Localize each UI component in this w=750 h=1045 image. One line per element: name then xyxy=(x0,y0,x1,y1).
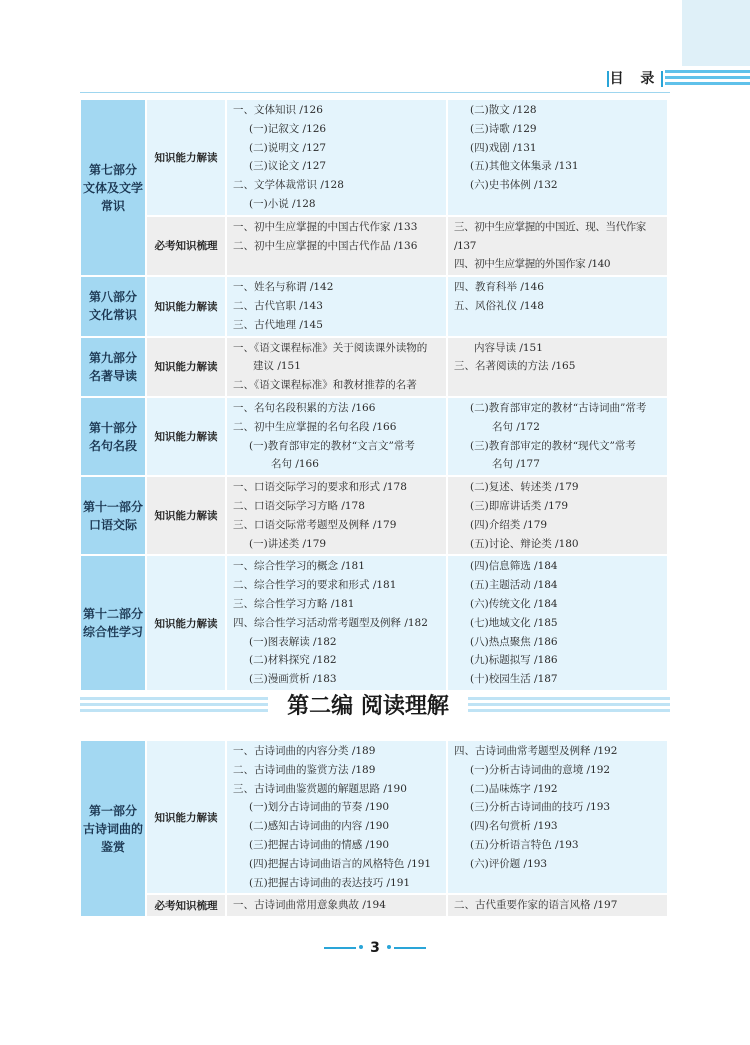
toc-entry[interactable]: 二、口语交际学习方略 /178 xyxy=(233,499,365,512)
toc-entry[interactable]: (三)即席讲话类 /179 xyxy=(470,499,569,512)
toc-entry[interactable]: 四、教育科举 /146 xyxy=(454,281,544,294)
toc-row xyxy=(81,477,669,556)
toc-column-left xyxy=(227,338,448,398)
toc-row xyxy=(81,217,669,277)
toc-column-left xyxy=(227,217,448,277)
toc-row xyxy=(81,338,669,398)
toc-entry[interactable]: (六)评价题 /193 xyxy=(470,857,548,870)
toc-entry[interactable]: (四)信息筛选 /184 xyxy=(470,560,558,573)
page-number: 3 xyxy=(370,940,380,956)
section-label: 知识能力解读 xyxy=(147,277,227,337)
toc-entry[interactable]: 二、文学体裁常识 /128 xyxy=(233,179,344,192)
section-label: 知识能力解读 xyxy=(147,338,227,398)
header-stripes xyxy=(665,70,750,92)
toc-entry[interactable]: 一、口语交际学习的要求和形式 /178 xyxy=(233,481,407,494)
footer-line-right xyxy=(394,947,426,949)
toc-column-left xyxy=(227,556,448,692)
toc-entry[interactable]: (十)校园生活 /187 xyxy=(470,673,558,686)
page-title: 目 录 xyxy=(607,68,663,90)
toc-table-part-one xyxy=(81,100,669,692)
toc-entry[interactable]: (七)地域文化 /185 xyxy=(470,616,558,629)
toc-entry[interactable]: (五)讨论、辩论类 /180 xyxy=(470,537,579,550)
section-label: 知识能力解读 xyxy=(147,398,227,477)
toc-entry[interactable]: (三)诗歌 /129 xyxy=(470,122,537,135)
toc-entry[interactable]: (三)漫画赏析 /183 xyxy=(249,673,337,686)
toc-entry[interactable]: 内容导读 /151 xyxy=(474,341,543,354)
part-7-title: 第七部分 文体及文学 常识 xyxy=(81,100,147,277)
toc-entry[interactable]: 二、古诗词曲的鉴赏方法 /189 xyxy=(233,763,376,776)
toc-entry[interactable]: 一、文体知识 /126 xyxy=(233,104,323,116)
toc-entry[interactable]: (二)复述、转述类 /179 xyxy=(470,481,579,494)
toc-entry[interactable]: (五)主题活动 /184 xyxy=(470,579,558,592)
toc-entry[interactable]: (五)把握古诗词曲的表达技巧 /191 xyxy=(249,876,411,889)
section-label: 必考知识梳理 xyxy=(147,895,227,918)
toc-column-right xyxy=(448,741,669,895)
toc-entry[interactable]: 三、综合性学习方略 /181 xyxy=(233,597,355,610)
section-label: 必考知识梳理 xyxy=(147,217,227,277)
toc-entry[interactable]: 建议 /151 xyxy=(253,360,301,373)
toc-column-left xyxy=(227,398,448,477)
part-8-title: 第八部分 文化常识 xyxy=(81,277,147,337)
toc-row xyxy=(81,398,669,477)
toc-entry[interactable]: (三)教育部审定的教材“现代文”常考 xyxy=(470,439,636,452)
toc-column-left xyxy=(227,277,448,337)
toc-entry[interactable]: 四、古诗词曲常考题型及例释 /192 xyxy=(454,745,618,757)
toc-entry[interactable]: (二)品味炼字 /192 xyxy=(470,782,558,795)
toc-table-part-two xyxy=(81,741,669,918)
section-banner-title: 第二编 阅读理解 xyxy=(287,694,449,719)
toc-entry[interactable]: (四)把握古诗词曲语言的风格特色 /191 xyxy=(249,857,432,870)
part-11-title: 第十一部分 口语交际 xyxy=(81,477,147,556)
toc-entry[interactable]: (一)记叙文 /126 xyxy=(249,122,327,135)
toc-column-left xyxy=(227,895,448,918)
toc-entry[interactable]: (二)教育部审定的教材“古诗词曲”常考 xyxy=(470,401,647,414)
toc-column-right xyxy=(448,556,669,692)
toc-entry[interactable]: (一)讲述类 /179 xyxy=(249,537,327,550)
toc-row xyxy=(81,100,669,217)
toc-entry[interactable]: (三)把握古诗词曲的情感 /190 xyxy=(249,838,390,851)
part-9-title: 第九部分 名著导读 xyxy=(81,338,147,398)
banner-stripes-left xyxy=(80,697,268,719)
toc-entry[interactable]: 二、综合性学习的要求和形式 /181 xyxy=(233,579,397,592)
toc-row xyxy=(81,741,669,895)
toc-entry[interactable]: 一、初中生应掌握的中国古代作家 /133 xyxy=(233,220,418,233)
section-label: 知识能力解读 xyxy=(147,741,227,895)
toc-entry[interactable]: (四)介绍类 /179 xyxy=(470,518,548,531)
toc-entry[interactable]: 名句 /177 xyxy=(492,458,540,471)
toc-entry[interactable]: (三)议论文 /127 xyxy=(249,160,327,173)
toc-entry[interactable]: (五)分析语言特色 /193 xyxy=(470,838,579,851)
toc-entry[interactable]: (八)热点聚焦 /186 xyxy=(470,635,558,648)
toc-entry[interactable]: 三、名著阅读的方法 /165 xyxy=(454,360,576,373)
footer-line-left xyxy=(324,947,356,949)
toc-entry[interactable]: 三、古诗词曲鉴赏题的解题思路 /190 xyxy=(233,782,407,795)
toc-entry[interactable]: (二)散文 /128 xyxy=(470,104,537,116)
section-label: 知识能力解读 xyxy=(147,100,227,217)
page-footer xyxy=(0,938,750,958)
part-12-title: 第十二部分 综合性学习 xyxy=(81,556,147,692)
toc-entry[interactable]: 二、初中生应掌握的中国古代作品 /136 xyxy=(233,239,418,252)
toc-entry[interactable]: (四)名句赏析 /193 xyxy=(470,820,558,833)
toc-column-right xyxy=(448,398,669,477)
toc-row xyxy=(81,277,669,337)
toc-entry[interactable]: 一、综合性学习的概念 /181 xyxy=(233,560,365,573)
toc-entry[interactable]: (六)史书体例 /132 xyxy=(470,179,558,192)
toc-entry[interactable]: 五、风俗礼仪 /148 xyxy=(454,299,544,312)
toc-entry[interactable]: 四、初中生应掌握的外国作家 /140 xyxy=(454,258,611,271)
toc-entry[interactable]: 一、名句名段积累的方法 /166 xyxy=(233,401,376,414)
toc-entry[interactable]: 一、古诗词曲的内容分类 /189 xyxy=(233,745,376,757)
toc-entry[interactable]: 三、古代地理 /145 xyxy=(233,318,323,331)
section-label: 知识能力解读 xyxy=(147,477,227,556)
toc-entry[interactable]: (九)标题拟写 /186 xyxy=(470,654,558,667)
toc-entry[interactable]: (一)小说 /128 xyxy=(249,197,316,210)
toc-column-right xyxy=(448,895,669,918)
header-divider xyxy=(80,92,670,93)
toc-column-left xyxy=(227,741,448,895)
toc-entry[interactable]: (二)感知古诗词曲的内容 /190 xyxy=(249,820,390,833)
toc-entry[interactable]: (一)图表解读 /182 xyxy=(249,635,337,648)
toc-entry[interactable]: 一、古诗词曲常用意象典故 /194 xyxy=(233,899,386,912)
toc-column-right xyxy=(448,100,669,217)
toc-row xyxy=(81,895,669,918)
banner-stripes-right xyxy=(468,697,670,719)
toc-entry[interactable]: 三、初中生应掌握的中国近、现、当代作家 /137 xyxy=(454,220,646,252)
toc-entry[interactable]: 二、古代重要作家的语言风格 /197 xyxy=(454,899,618,912)
toc-entry[interactable]: (一)分析古诗词曲的意境 /192 xyxy=(470,763,611,776)
toc-entry[interactable]: 一、《语文课程标准》关于阅读课外读物的 xyxy=(233,341,428,354)
toc-entry[interactable]: 二、古代官职 /143 xyxy=(233,299,323,312)
toc-column-right xyxy=(448,277,669,337)
toc-entry[interactable]: (二)说明文 /127 xyxy=(249,141,327,154)
toc-entry[interactable]: 名句 /172 xyxy=(492,420,540,433)
toc-entry[interactable]: 二、《语文课程标准》和教材推荐的名著 xyxy=(233,379,417,392)
toc-entry[interactable]: (三)分析古诗词曲的技巧 /193 xyxy=(470,801,611,814)
toc-entry[interactable]: 四、综合性学习活动常考题型及例释 /182 xyxy=(233,616,428,629)
toc-entry[interactable]: 三、口语交际常考题型及例释 /179 xyxy=(233,518,397,531)
toc-entry[interactable]: 名句 /166 xyxy=(271,458,319,471)
section-label: 知识能力解读 xyxy=(147,556,227,692)
toc-entry[interactable]: (四)戏剧 /131 xyxy=(470,141,537,154)
toc-column-right xyxy=(448,217,669,277)
toc-entry[interactable]: (二)材料探究 /182 xyxy=(249,654,337,667)
footer-dot-right xyxy=(387,945,391,949)
toc-column-right xyxy=(448,338,669,398)
toc-entry[interactable]: (五)其他文体集录 /131 xyxy=(470,160,579,173)
part-10-title: 第十部分 名句名段 xyxy=(81,398,147,477)
toc-entry[interactable]: (六)传统文化 /184 xyxy=(470,597,558,610)
toc-entry[interactable]: (一)教育部审定的教材“文言文”常考 xyxy=(249,439,415,452)
toc-column-left xyxy=(227,100,448,217)
toc-entry[interactable]: 一、姓名与称谓 /142 xyxy=(233,281,334,294)
toc-column-right xyxy=(448,477,669,556)
corner-decoration xyxy=(682,0,750,66)
part-1-title: 第一部分 古诗词曲的 鉴赏 xyxy=(81,741,147,918)
toc-entry[interactable]: 二、初中生应掌握的名句名段 /166 xyxy=(233,420,397,433)
toc-entry[interactable]: (一)划分古诗词曲的节奏 /190 xyxy=(249,801,390,814)
toc-column-left xyxy=(227,477,448,556)
toc-row xyxy=(81,556,669,692)
